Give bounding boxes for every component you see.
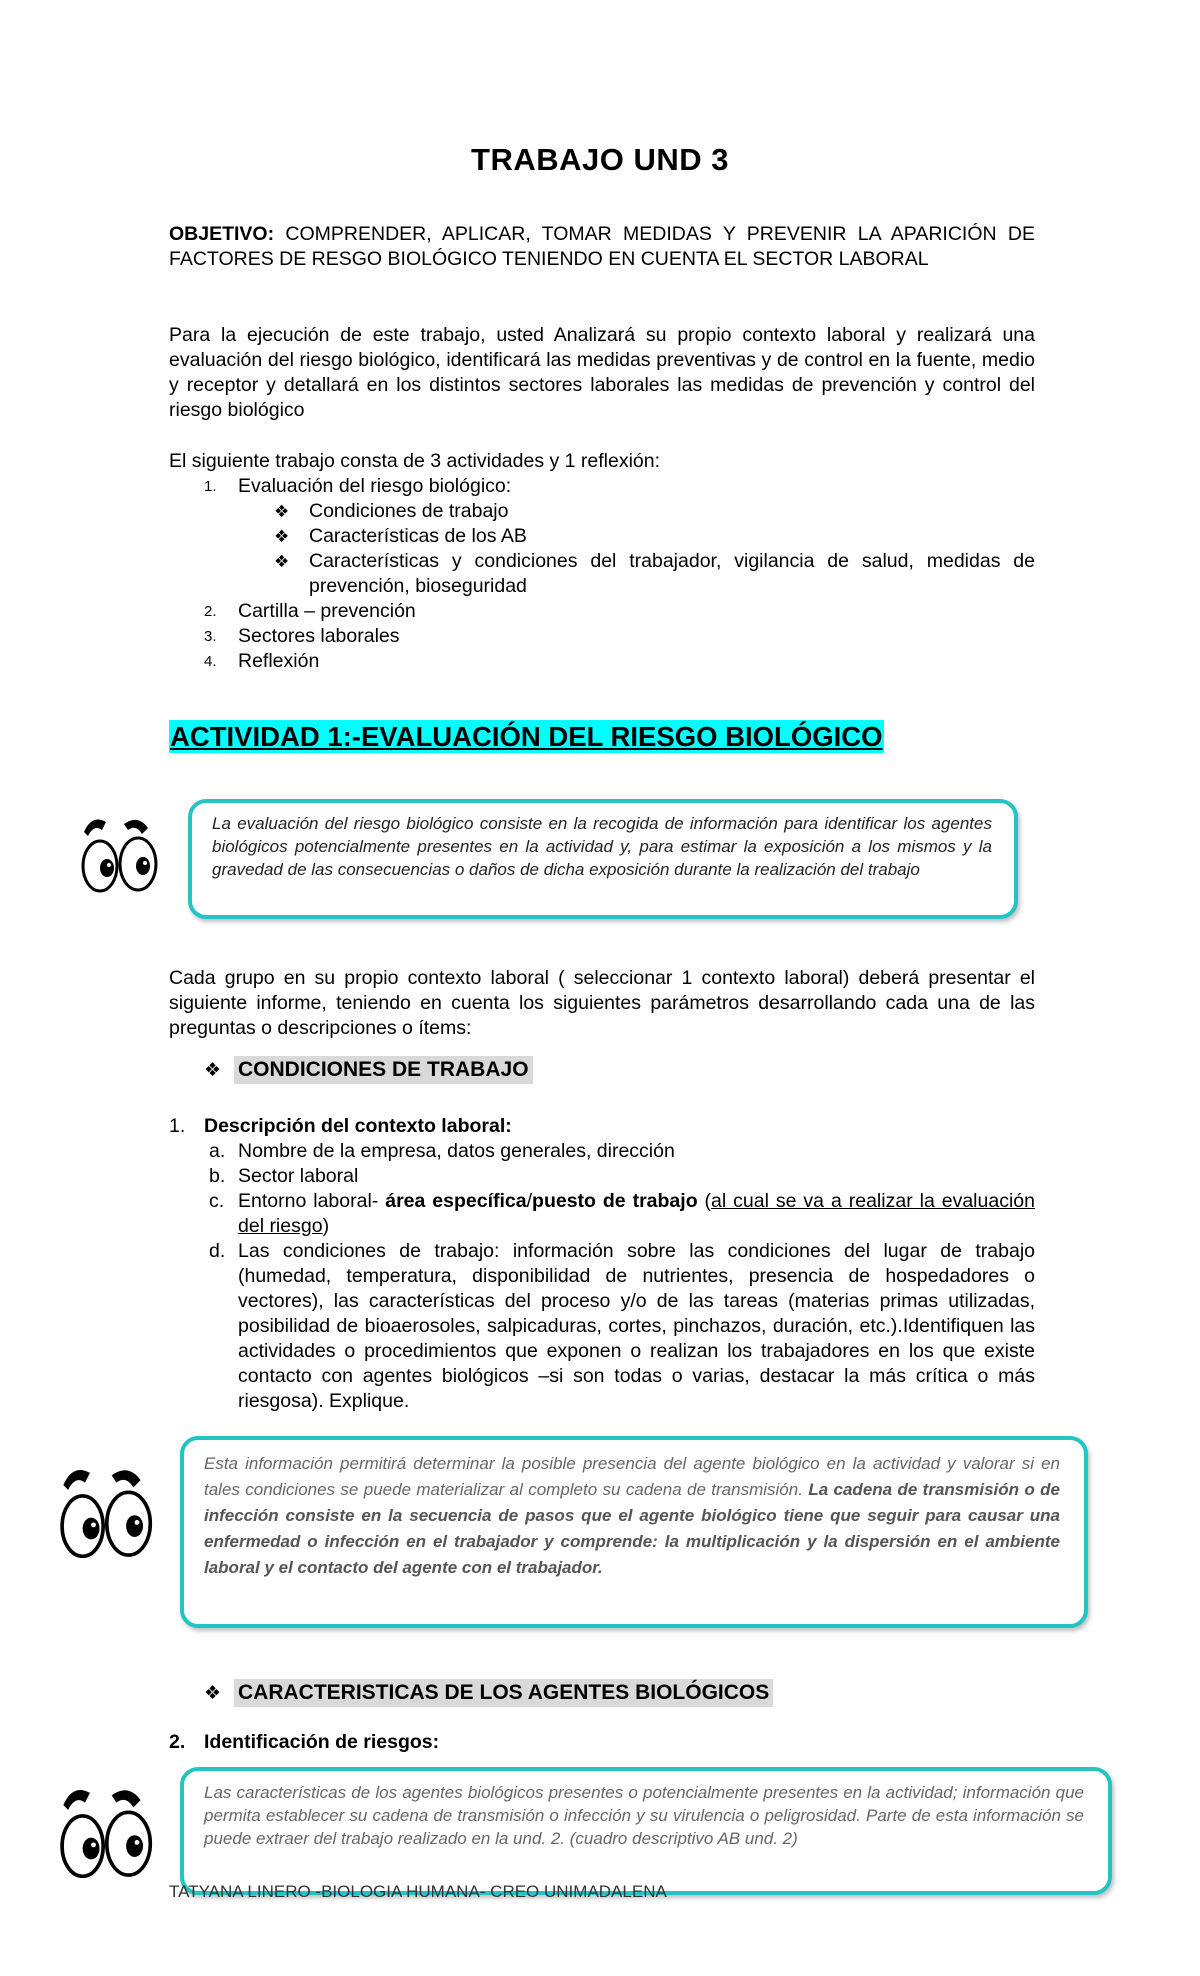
list-number: 3. (204, 628, 217, 645)
diamond-bullet-icon: ❖ (274, 527, 290, 546)
paren-close: ) (322, 1215, 330, 1237)
question-number: 1. (169, 1115, 186, 1137)
cartoon-eyes-icon (54, 1456, 162, 1572)
diamond-bullet-icon: ❖ (204, 1060, 222, 1081)
section-caracteristicas-agentes: CARACTERISTICAS DE LOS AGENTES BIOLÓGICOS (234, 1679, 773, 1707)
list-label: Evaluación del riesgo biológico: (238, 475, 512, 497)
subitem-text (238, 1189, 1035, 1239)
info-box-agentes-text: Las características de los agentes biológicos presentes o potencialmente presentes en la actividad; información que permita establecer su cadena de transmisión o infección y su virulencia o peligrosidad. Parte de esta información se puede extraer del trabajo realizado en la und. 2. (cuadro descriptivo AB und. 2) (204, 1783, 1084, 1848)
puesto-trabajo: puesto de trabajo (532, 1190, 698, 1212)
objetivo-text: COMPRENDER, APLICAR, TOMAR MEDIDAS Y PREVENIR LA APARICIÓN DE FACTORES DE RESGO BIOLÓGICO TENIENDO EN CUENTA EL SECTOR LABORAL (169, 223, 1035, 270)
subitem-letter: d. (209, 1240, 226, 1262)
info-box-evaluacion-text: La evaluación del riesgo biológico consiste en la recogida de información para identificar los agentes biológicos potencialmente presentes en la actividad y, para estimar la exposición a los mismos y la gravedad de las consecuencias o daños de dicha exposición durante la realización del trabajo (212, 814, 992, 879)
diamond-bullet-icon: ❖ (274, 552, 290, 571)
subitem-label: Características de los AB (309, 525, 527, 547)
intro-paragraph: Para la ejecución de este trabajo, usted Analizará su propio contexto laboral y realizará una evaluación del riesgo biológico, identificará las medidas preventivas y de control en la fuente, medio y receptor y detallará en los distintos sectores laborales las medidas de prevención y control del riesgo biológico (169, 324, 1035, 421)
area-especifica: área específica (385, 1190, 527, 1212)
list-number: 4. (204, 653, 217, 670)
slash: / (526, 1190, 533, 1212)
subitem-text: Sector laboral (238, 1165, 359, 1187)
box2-bold-text: La cadena de transmisión o de infección consiste en la secuencia de pasos que el agente biológico tiene que seguir para causar una enfermedad o infección en el trabajador y comprende: la multiplicación y la dispersión en el ambiente laboral y el contacto del agente con el trabajador. (204, 1480, 1060, 1577)
diamond-bullet-icon: ❖ (204, 1683, 222, 1704)
subitem-text: Las condiciones de trabajo: información sobre las condiciones del lugar de trabajo (humedad, temperatura, disponibilidad de nutrientes, presencia de hospedadores o vectores), las características del proceso y/o de las tareas (materias primas utilizadas, posibilidad de bioaerosoles, salpicaduras, cortes, pinchazos, duración, etc.).Identifiquen las actividades o procedimientos que exponen o realizan los trabajadores en los que existe contacto con agentes biológicos –si son todas o varias, destacar la más crítica o más riesgosa). Explique. (238, 1240, 1035, 1412)
consta-paragraph: El siguiente trabajo consta de 3 actividades y 1 reflexión: (169, 450, 661, 472)
question-label: Descripción del contexto laboral: (204, 1115, 512, 1137)
activity1-heading: ACTIVIDAD 1:-EVALUACIÓN DEL RIESGO BIOLÓGICO (170, 721, 883, 752)
question-number: 2. (169, 1731, 186, 1753)
cada-grupo-paragraph: Cada grupo en su propio contexto laboral ( seleccionar 1 contexto laboral) deberá presentar el siguiente informe, teniendo en cuenta los siguientes parámetros desarrollando cada una de las preguntas o descripciones o ítems: (169, 967, 1035, 1039)
list-label: Cartilla – prevención (238, 600, 416, 622)
objetivo-paragraph (169, 222, 1035, 272)
list-label: Sectores laborales (238, 625, 400, 647)
list-number: 1. (204, 478, 217, 495)
objetivo-label: OBJETIVO: (169, 223, 275, 245)
entorno-prefix: Entorno laboral- (238, 1190, 386, 1212)
cartoon-eyes-icon (54, 1776, 162, 1892)
paren-open: ( (697, 1190, 712, 1212)
question-label: Identificación de riesgos: (204, 1731, 440, 1753)
subitem-letter: b. (209, 1165, 226, 1187)
footer-author: TATYANA LINERO -BIOLOGIA HUMANA- CREO UNIMADALENA (169, 1882, 667, 1901)
subitem-label: Características y condiciones del trabajador, vigilancia de salud, medidas de prevención, bioseguridad (309, 550, 1035, 597)
subitem-letter: a. (209, 1140, 226, 1162)
subitem-label: Condiciones de trabajo (309, 500, 509, 522)
list-label: Reflexión (238, 650, 320, 672)
page-title: TRABAJO UND 3 (471, 142, 729, 177)
subitem-letter: c. (209, 1190, 225, 1212)
cartoon-eyes-icon (78, 808, 164, 904)
box2-normal-text: Esta información permitirá determinar la posible presencia del agente biológico en la actividad y valorar si en tales condiciones se puede materializar al completo su cadena de transmisión. (204, 1454, 1060, 1499)
diamond-bullet-icon: ❖ (274, 502, 290, 521)
info-box-cadena-transmision-text (204, 1451, 1060, 1581)
section-condiciones-trabajo: CONDICIONES DE TRABAJO (234, 1056, 533, 1084)
underlined-note: al cual se va a realizar la evaluación del riesgo (238, 1190, 1035, 1237)
subitem-text: Nombre de la empresa, datos generales, dirección (238, 1140, 675, 1162)
list-number: 2. (204, 603, 217, 620)
